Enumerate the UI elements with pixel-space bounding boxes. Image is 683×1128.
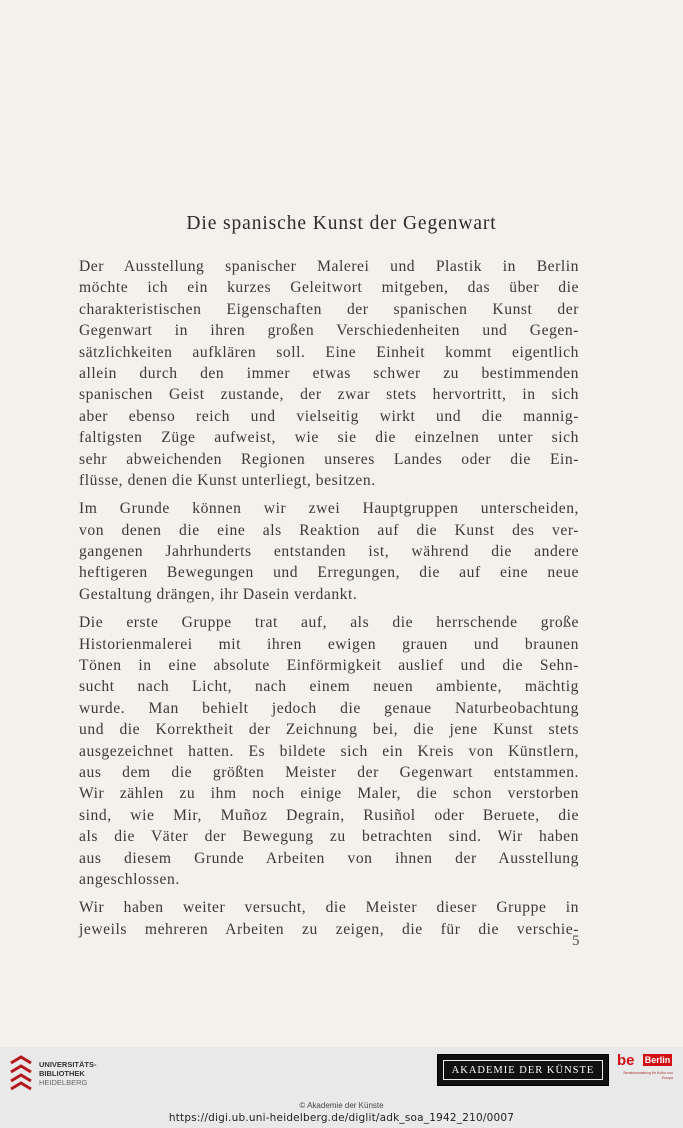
text-line: aber ebenso reich und vielseitig wirkt und die mannig- [79, 407, 579, 425]
text-line: heftigeren Bewegungen und Erregungen, die auf eine neue [79, 564, 579, 582]
library-emblem-icon [8, 1055, 34, 1091]
paragraph-3 [79, 612, 579, 890]
berlin-senate-logo[interactable] [617, 1052, 673, 1088]
text-line: Der Ausstellung spanischer Malerei und Plastik in Berlin [79, 258, 579, 275]
library-name-line: BIBLIOTHEK [39, 1068, 85, 1078]
text-line: ausgezeichnet hatten. Es bildete sich ein Kreis von Künstlern, [79, 742, 579, 760]
page-title: Die spanische Kunst der Gegenwart [186, 213, 497, 234]
text-line: sehr abweichenden Regionen unseres Landes oder die Ein- [79, 450, 579, 468]
text-line: charakteristischen Eigenschaften der spanischen Kunst der [79, 300, 579, 318]
text-line: spanischen Geist zustande, der zwar stets hervortritt, in sich [79, 386, 579, 404]
be-logo-text: be [617, 1052, 635, 1069]
berlin-logo-box: Berlin [644, 1055, 671, 1065]
text-line: Wir haben weiter versucht, die Meister dieser Gruppe in [79, 899, 579, 917]
text-line: gangenen Jahrhunderts entstanden ist, während die andere [79, 543, 579, 561]
akademie-der-kuenste-logo[interactable] [437, 1054, 609, 1086]
library-name [39, 1060, 97, 1087]
text-line: Tönen in eine absolute Einförmigkeit auslief und die Sehn- [79, 657, 579, 675]
permalink-url[interactable]: https://digi.ub.uni-heidelberg.de/diglit/adk_soa_1942_210/0007 [168, 1112, 515, 1124]
body-text [79, 256, 579, 940]
paragraph-2 [79, 498, 579, 605]
university-library-logo[interactable] [8, 1053, 97, 1093]
text-line: und die Korrektheit der Zeichnung bei, die jene Kunst stets [79, 721, 579, 739]
text-line: von denen die eine als Reaktion auf die Kunst des ver- [79, 521, 579, 539]
text-line: sätzlichkeiten aufklären soll. Eine Einheit kommt eigentlich [79, 343, 579, 361]
text-line: jeweils mehreren Arbeiten zu zeigen, die für die verschie- [79, 920, 579, 938]
text-line: faltigsten Züge aufweist, wie sie die einzelnen unter sich [79, 429, 579, 447]
text-line: flüsse, denen die Kunst unterliegt, besitzen. [79, 471, 376, 489]
akademie-label: AKADEMIE DER KÜNSTE [443, 1060, 603, 1080]
paragraph-1 [79, 256, 579, 491]
text-line: Gestaltung drängen, ihr Dasein verdankt. [79, 585, 358, 603]
text-line: Gegenwart in ihren großen Verschiedenheiten und Gegen- [79, 322, 579, 340]
text-line: wurde. Man behielt jedoch die genaue Naturbeobachtung [79, 699, 579, 717]
paragraph-4 [79, 897, 579, 940]
library-name-line: HEIDELBERG [39, 1077, 88, 1087]
text-line: aus diesem Grunde Arbeiten von ihnen der Ausstellung [79, 849, 579, 867]
text-line: als die Väter der Bewegung zu betrachten sind. Wir haben [79, 828, 579, 846]
text-line: Wir zählen zu ihm noch einige Maler, die schon verstorben [79, 785, 579, 803]
berlin-logo-subline: Senatsverwaltung für Kultur und Europa [623, 1071, 673, 1080]
text-line: allein durch den immer etwas schwer zu bestimmenden [79, 364, 579, 382]
viewer-footer [0, 1047, 683, 1128]
text-line: Im Grunde können wir zwei Hauptgruppen unterscheiden, [79, 500, 579, 518]
text-line: sind, wie Mir, Muñoz Degrain, Rusiñol oder Beruete, die [79, 806, 579, 824]
text-line: möchte ich ein kurzes Geleitwort mitgeben, das über die [79, 279, 579, 297]
page-number: 5 [572, 933, 580, 949]
library-name-line: UNIVERSITÄTS- [39, 1059, 97, 1069]
text-line: angeschlossen. [79, 870, 180, 888]
text-line: Die erste Gruppe trat auf, als die herrschende große [79, 614, 579, 632]
text-line: aus dem die größten Meister der Gegenwart entstammen. [79, 763, 579, 781]
text-line: Historienmalerei mit ihren ewigen grauen und braunen [79, 635, 579, 653]
text-line: sucht nach Licht, nach einem neuen ambiente, mächtig [79, 678, 579, 696]
copyright-notice: © Akademie der Künste [299, 1101, 384, 1110]
